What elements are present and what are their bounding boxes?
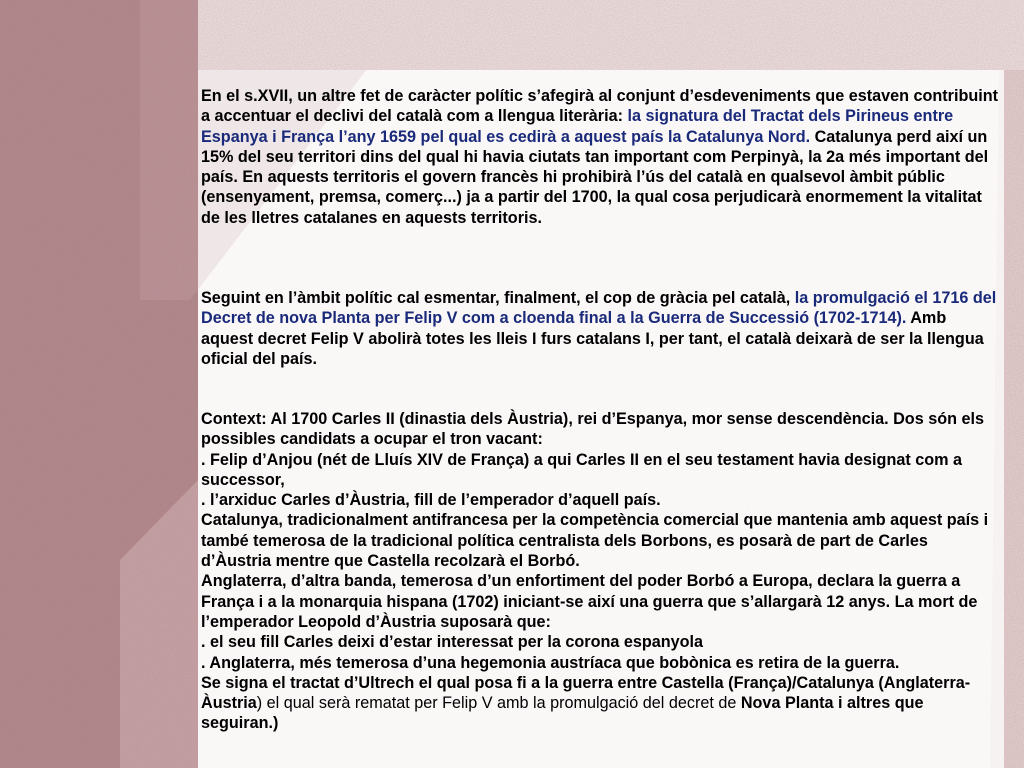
context-final-c: ) el qual serà rematat per Felip V amb la promulgació del decret de: [256, 694, 741, 713]
context-final-d: Nova: [740, 694, 781, 713]
paragraph1-intro: En el s.XVII, un altre fet de caràcter polític s’afegirà al conjunt d’esdeveniments que estaven contribuint a accentuar el declivi del català com a llengua literària:: [201, 87, 999, 126]
paragraph2-highlight: la promulgació el 1716 del Decret de nova Planta per Felip V com a cloenda final a la Guerra de Successió (1702-1714).: [201, 289, 997, 328]
paragraph1-rest: Catalunya perd així un 15% del seu territori dins del qual hi havia ciutats tan important com Perpinyà, la 2a més important del país. En aquests territoris el govern francès hi prohibirà l’ús del català en qualsevol àmbit públic (ensenyament, premsa, comerç...) ja a partir del 1700, la qual cosa perjudicarà enormement la vitalitat de les lletres catalanes en aquests territoris.: [201, 127, 989, 227]
paragraph2-intro: Seguint en l’àmbit polític cal esmentar, finalment, el cop de gràcia pel català,: [201, 289, 795, 307]
context-final-a: Se signa el tractat d’Ultrech el qual posa fi a la guerra entre Castella (França)/Catalunya (: [201, 673, 884, 692]
context-line: . el seu fill Carles deixi d’estar interessat per la corona espanyola: [201, 633, 704, 652]
context-final-e: Planta i altres que seguiran.): [201, 694, 924, 733]
context-final-line: [201, 673, 1001, 734]
context-line: . l’arxiduc Carles d’Àustria, fill de l’emperador d’aquell país.: [201, 491, 661, 510]
paragraph1-highlight: la signatura del Tractat dels Pirineus entre Espanya i França l’any 1659 pel qual es cedirà a aquest país la Catalunya Nord.: [201, 107, 954, 146]
context-line: . Anglaterra, més temerosa d’una hegemonia austríaca que bobònica es retira de la guerra.: [201, 653, 900, 672]
context-line: . Felip d’Anjou (nét de Lluís XIV de França) a qui Carles II en el seu testament havia designat com a successor,: [201, 450, 963, 489]
context-final-b: Anglaterra-Àustria: [201, 673, 971, 713]
paragraph-nova-planta: [201, 288, 1001, 369]
context-line: Anglaterra, d’altra banda, temerosa d’un enfortiment del poder Borbó a Europa, declara la guerra a França i a la monarquia hispana (1702) iniciant-se així una guerra que s’allargarà 12 anys. La mort de l’emperador Leopold d’Àustria suposarà que:: [201, 572, 978, 631]
paragraph-context: [201, 409, 1001, 734]
paragraph2-rest: Amb aquest decret Felip V abolirà totes les lleis I furs catalans I, per tant, el català deixarà de ser la llengua oficial del país.: [201, 309, 984, 368]
context-line: Catalunya, tradicionalment antifrancesa per la competència comercial que mantenia amb aquest país i també temerosa de la tradicional política centralista dels Borbons, es posarà de part de Carles d’Àustria mentre que Castella recolzarà el Borbó.: [201, 511, 989, 571]
context-line: Context: Al 1700 Carles II (dinastia dels Àustria), rei d’Espanya, mor sense descendència. Dos són els possibles candidats a ocupar el tron vacant:: [201, 410, 984, 449]
paragraph-treaty-pyrenees: [201, 86, 1001, 228]
